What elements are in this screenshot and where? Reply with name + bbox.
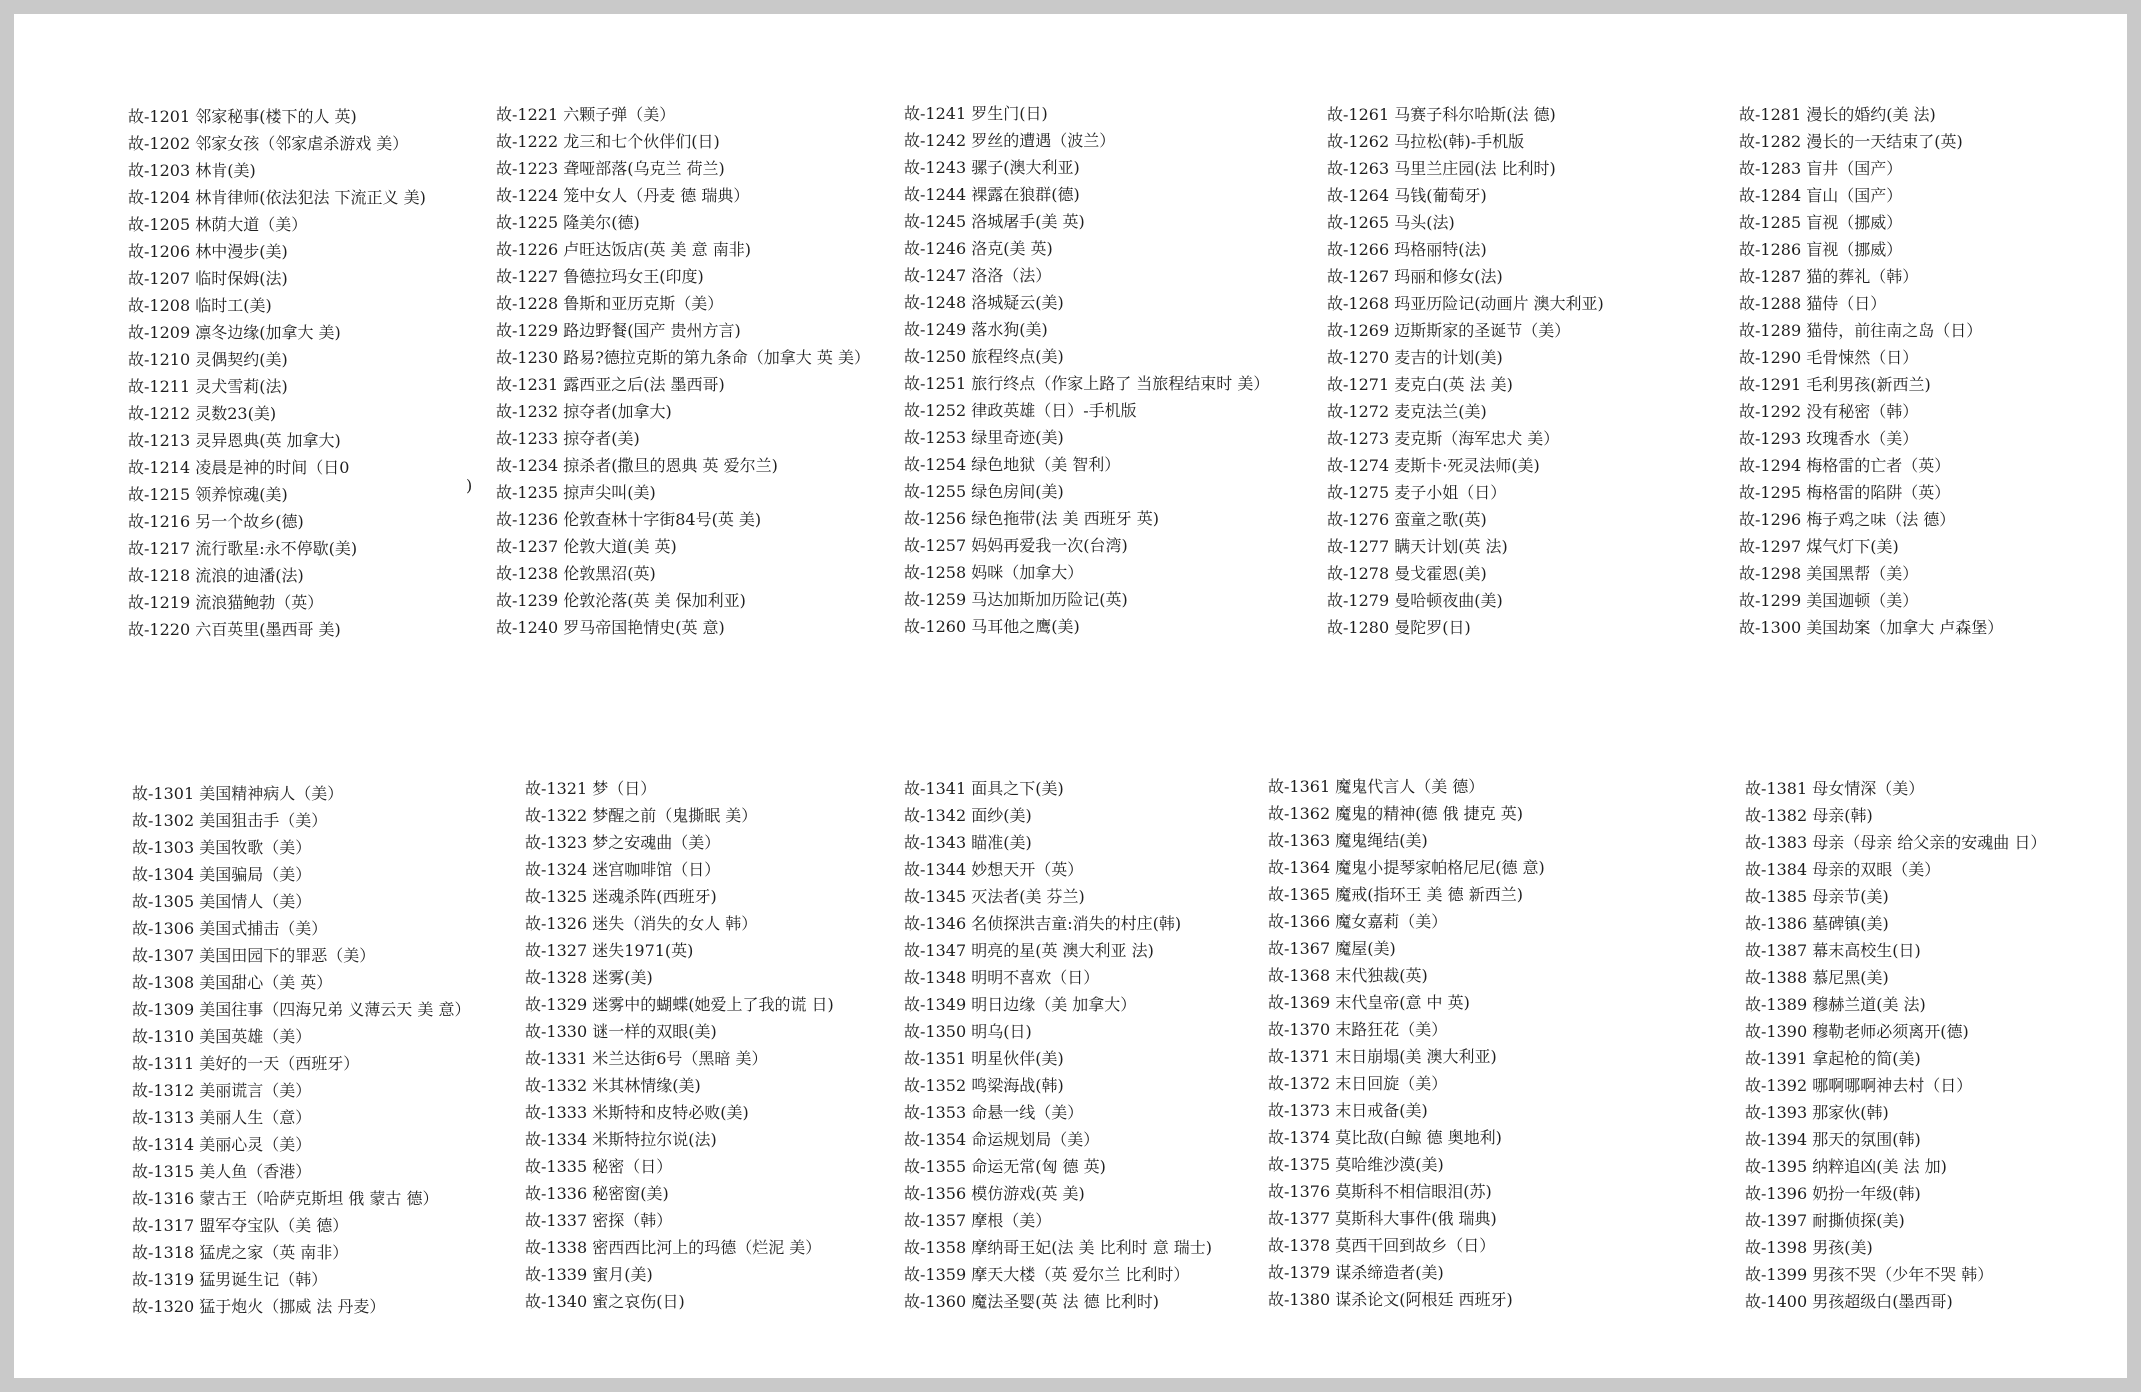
list-item: 故-1278 曼戈霍恩(美) <box>1327 564 1487 583</box>
list-item: 故-1210 灵偶契约(美) <box>128 350 288 369</box>
list-item: 故-1251 旅行终点（作家上路了 当旅程结束时 美） <box>904 374 1270 393</box>
list-item: 故-1396 奶扮一年级(韩) <box>1745 1184 1921 1203</box>
list-item: 故-1258 妈咪（加拿大） <box>904 563 1084 582</box>
catalog-sheet <box>14 14 2127 1378</box>
list-item: 故-1361 魔鬼代言人（美 德） <box>1268 777 1485 796</box>
list-item: 故-1211 灵犬雪莉(法) <box>128 377 288 396</box>
list-item: 故-1232 掠夺者(加拿大) <box>496 402 672 421</box>
list-item: 故-1376 莫斯科不相信眼泪(苏) <box>1268 1182 1492 1201</box>
list-item: 故-1385 母亲节(美) <box>1745 887 1889 906</box>
list-item: 故-1311 美好的一天（西班牙） <box>132 1054 360 1073</box>
list-item: 故-1322 梦醒之前（鬼撕眠 美） <box>525 806 758 825</box>
list-item: 故-1213 灵异恩典(英 加拿大) <box>128 431 341 450</box>
list-item: 故-1249 落水狗(美) <box>904 320 1048 339</box>
list-item: 故-1236 伦敦查林十字街84号(英 美) <box>496 510 762 529</box>
list-item: 故-1366 魔女嘉莉（美） <box>1268 912 1448 931</box>
list-item: 故-1224 笼中女人（丹麦 德 瑞典） <box>496 186 750 205</box>
list-item: 故-1239 伦敦沦落(英 美 保加利亚) <box>496 591 746 610</box>
list-item: 故-1301 美国精神病人（美） <box>132 784 344 803</box>
list-item: 故-1346 名侦探洪吉童:消失的村庄(韩) <box>904 914 1182 933</box>
list-item: 故-1314 美丽心灵（美） <box>132 1135 312 1154</box>
list-item: 故-1354 命运规划局（美） <box>904 1130 1100 1149</box>
list-item: 故-1208 临时工(美) <box>128 296 272 315</box>
list-item: 故-1353 命悬一线（美） <box>904 1103 1084 1122</box>
list-item: 故-1379 谋杀缔造者(美) <box>1268 1263 1444 1282</box>
list-item: 故-1295 梅格雷的陷阱（英） <box>1739 483 1951 502</box>
list-item: 故-1328 迷雾(美) <box>525 968 653 987</box>
list-item: 故-1218 流浪的迪潘(法) <box>128 566 304 585</box>
list-item: 故-1220 六百英里(墨西哥 美) <box>128 620 341 639</box>
list-item: 故-1229 路边野餐(国产 贵州方言) <box>496 321 741 340</box>
list-item: 故-1271 麦克白(英 法 美) <box>1327 375 1513 394</box>
list-item: 故-1288 猫侍（日） <box>1739 294 1887 313</box>
list-item: 故-1306 美国式捕击（美） <box>132 919 328 938</box>
list-item: 故-1245 洛城屠手(美 英) <box>904 212 1085 231</box>
list-item: 故-1290 毛骨悚然（日） <box>1739 348 1919 367</box>
list-item: 故-1206 林中漫步(美) <box>128 242 288 261</box>
list-item: 故-1209 凛冬边缘(加拿大 美) <box>128 323 341 342</box>
list-item: 故-1291 毛利男孩(新西兰) <box>1739 375 1931 394</box>
list-item: 故-1340 蜜之哀伤(日) <box>525 1292 685 1311</box>
list-column <box>1327 101 1604 641</box>
list-item: 故-1386 墓碑镇(美) <box>1745 914 1889 933</box>
list-item: 故-1381 母女情深（美） <box>1745 779 1925 798</box>
list-item: 故-1356 模仿游戏(英 美) <box>904 1184 1085 1203</box>
list-item: 故-1257 妈妈再爱我一次(台湾) <box>904 536 1128 555</box>
list-item: 故-1266 玛格丽特(法) <box>1327 240 1487 259</box>
list-item: 故-1240 罗马帝国艳情史(英 意) <box>496 618 725 637</box>
list-item: 故-1303 美国牧歌（美） <box>132 838 312 857</box>
list-item: 故-1285 盲视（挪威） <box>1739 213 1903 232</box>
list-item: 故-1233 掠夺者(美) <box>496 429 640 448</box>
list-item: 故-1332 米其林情缘(美) <box>525 1076 701 1095</box>
list-item: 故-1219 流浪猫鲍勃（英） <box>128 593 324 612</box>
list-item: 故-1264 马钱(葡萄牙) <box>1327 186 1487 205</box>
list-item: 故-1289 猫侍，前往南之岛（日） <box>1739 321 1983 340</box>
list-item: 故-1292 没有秘密（韩） <box>1739 402 1919 421</box>
list-item: 故-1374 莫比敌(白鲸 德 奥地利) <box>1268 1128 1502 1147</box>
list-item: 故-1304 美国骗局（美） <box>132 865 312 884</box>
list-item: 故-1205 林荫大道（美） <box>128 215 308 234</box>
list-item: 故-1327 迷失1971(英) <box>525 941 694 960</box>
list-item: 故-1256 绿色拖带(法 美 西班牙 英) <box>904 509 1159 528</box>
list-item: 故-1377 莫斯科大事件(俄 瑞典) <box>1268 1209 1497 1228</box>
list-item: 故-1246 洛克(美 英) <box>904 239 1053 258</box>
list-item: 故-1294 梅格雷的亡者（英） <box>1739 456 1951 475</box>
list-item: 故-1280 曼陀罗(日) <box>1327 618 1471 637</box>
list-item: 故-1358 摩纳哥王妃(法 美 比利时 意 瑞士) <box>904 1238 1213 1257</box>
list-item: 故-1351 明星伙伴(美) <box>904 1049 1064 1068</box>
list-item: 故-1227 鲁德拉玛女王(印度) <box>496 267 704 286</box>
list-column <box>1268 773 1545 1313</box>
list-column <box>132 780 470 1320</box>
list-item: 故-1310 美国英雄（美） <box>132 1027 312 1046</box>
list-item: 故-1319 猛男诞生记（韩） <box>132 1270 328 1289</box>
list-item: 故-1299 美国迦顿（美） <box>1739 591 1919 610</box>
list-column <box>904 100 1269 640</box>
list-item: 故-1268 玛亚历险记(动画片 澳大利亚) <box>1327 294 1604 313</box>
list-item: 故-1212 灵数23(美) <box>128 404 277 423</box>
list-item: 故-1395 纳粹追凶(美 法 加) <box>1745 1157 1947 1176</box>
list-item: 故-1214 凌晨是神的时间（日0 <box>128 458 350 477</box>
list-item: 故-1296 梅子鸡之味（法 德） <box>1739 510 1956 529</box>
list-item: 故-1201 邻家秘事(楼下的人 英) <box>128 107 357 126</box>
list-item: 故-1307 美国田园下的罪恶（美） <box>132 946 376 965</box>
list-item: 故-1338 密西西比河上的玛德（烂泥 美） <box>525 1238 822 1257</box>
list-item: 故-1309 美国往事（四海兄弟 义薄云天 美 意） <box>132 1000 471 1019</box>
stray-mark: ) <box>466 476 473 495</box>
list-column <box>1739 101 2003 641</box>
list-item: 故-1234 掠杀者(撒旦的恩典 英 爱尔兰) <box>496 456 778 475</box>
list-item: 故-1348 明明不喜欢（日） <box>904 968 1100 987</box>
list-item: 故-1223 聋哑部落(乌克兰 荷兰) <box>496 159 725 178</box>
list-item: 故-1400 男孩超级白(墨西哥) <box>1745 1292 1953 1311</box>
list-item: 故-1371 末日崩塌(美 澳大利亚) <box>1268 1047 1497 1066</box>
list-item: 故-1260 马耳他之鹰(美) <box>904 617 1080 636</box>
list-item: 故-1269 迈斯斯家的圣诞节（美） <box>1327 321 1571 340</box>
list-item: 故-1399 男孩不哭（少年不哭 韩） <box>1745 1265 1994 1284</box>
list-item: 故-1300 美国劫案（加拿大 卢森堡） <box>1739 618 2004 637</box>
list-item: 故-1202 邻家女孩（邻家虐杀游戏 美） <box>128 134 409 153</box>
list-item: 故-1302 美国狙击手（美） <box>132 811 328 830</box>
list-item: 故-1313 美丽人生（意） <box>132 1108 312 1127</box>
list-item: 故-1287 猫的葬礼（韩） <box>1739 267 1919 286</box>
list-item: 故-1293 玫瑰香水（美） <box>1739 429 1919 448</box>
list-item: 故-1321 梦（日） <box>525 779 657 798</box>
list-item: 故-1265 马头(法) <box>1327 213 1455 232</box>
list-item: 故-1305 美国情人（美） <box>132 892 312 911</box>
list-item: 故-1347 明亮的星(英 澳大利亚 法) <box>904 941 1154 960</box>
list-item: 故-1390 穆勒老师必须离开(德) <box>1745 1022 1969 1041</box>
list-item: 故-1272 麦克法兰(美) <box>1327 402 1487 421</box>
list-item: 故-1331 米兰达街6号（黑暗 美） <box>525 1049 768 1068</box>
list-item: 故-1329 迷雾中的蝴蝶(她爱上了我的谎 日) <box>525 995 834 1014</box>
list-item: 故-1320 猛于炮火（挪威 法 丹麦） <box>132 1297 386 1316</box>
list-item: 故-1341 面具之下(美) <box>904 779 1064 798</box>
list-item: 故-1253 绿里奇迹(美) <box>904 428 1064 447</box>
list-item: 故-1261 马赛子科尔哈斯(法 德) <box>1327 105 1556 124</box>
list-item: 故-1343 瞄准(美) <box>904 833 1032 852</box>
list-item: 故-1255 绿色房间(美) <box>904 482 1064 501</box>
list-item: 故-1274 麦斯卡·死灵法师(美) <box>1327 456 1540 475</box>
list-item: 故-1345 灭法者(美 芬兰) <box>904 887 1085 906</box>
list-item: 故-1372 末日回旋（美） <box>1268 1074 1448 1093</box>
list-item: 故-1262 马拉松(韩)-手机版 <box>1327 132 1525 151</box>
list-item: 故-1276 蛮童之歌(英) <box>1327 510 1487 529</box>
list-item: 故-1263 马里兰庄园(法 比利时) <box>1327 159 1556 178</box>
list-item: 故-1357 摩根（美） <box>904 1211 1052 1230</box>
list-item: 故-1248 洛城疑云(美) <box>904 293 1064 312</box>
list-item: 故-1204 林肯律师(依法犯法 下流正义 美) <box>128 188 426 207</box>
list-item: 故-1254 绿色地狱（美 智利） <box>904 455 1121 474</box>
list-item: 故-1207 临时保姆(法) <box>128 269 288 288</box>
list-item: 故-1387 幕末高校生(日) <box>1745 941 1921 960</box>
list-item: 故-1252 律政英雄（日）-手机版 <box>904 401 1137 420</box>
list-item: 故-1398 男孩(美) <box>1745 1238 1873 1257</box>
list-item: 故-1363 魔鬼绳结(美) <box>1268 831 1428 850</box>
list-item: 故-1312 美丽谎言（美） <box>132 1081 312 1100</box>
list-item: 故-1297 煤气灯下(美) <box>1739 537 1899 556</box>
list-item: 故-1242 罗丝的遭遇（波兰） <box>904 131 1116 150</box>
list-item: 故-1273 麦克斯（海军忠犬 美） <box>1327 429 1560 448</box>
list-item: 故-1247 洛洛（法） <box>904 266 1052 285</box>
list-item: 故-1388 慕尼黑(美) <box>1745 968 1889 987</box>
list-item: 故-1330 谜一样的双眼(美) <box>525 1022 717 1041</box>
list-item: 故-1384 母亲的双眼（美） <box>1745 860 1941 879</box>
list-item: 故-1392 哪啊哪啊神去村（日） <box>1745 1076 1973 1095</box>
list-item: 故-1221 六颗子弹（美） <box>496 105 676 124</box>
list-item: 故-1368 末代独裁(英) <box>1268 966 1428 985</box>
list-item: 故-1279 曼哈顿夜曲(美) <box>1327 591 1503 610</box>
list-item: 故-1333 米斯特和皮特必败(美) <box>525 1103 749 1122</box>
list-item: 故-1203 林肯(美) <box>128 161 256 180</box>
list-item: 故-1344 妙想天开（英） <box>904 860 1084 879</box>
list-item: 故-1369 末代皇帝(意 中 英) <box>1268 993 1470 1012</box>
list-item: 故-1317 盟军夺宝队（美 德） <box>132 1216 349 1235</box>
list-item: 故-1275 麦子小姐（日） <box>1327 483 1507 502</box>
list-item: 故-1365 魔戒(指环王 美 德 新西兰) <box>1268 885 1523 904</box>
list-item: 故-1370 末路狂花（美） <box>1268 1020 1448 1039</box>
list-item: 故-1283 盲井（国产） <box>1739 159 1903 178</box>
list-item: 故-1342 面纱(美) <box>904 806 1032 825</box>
list-item: 故-1393 那家伙(韩) <box>1745 1103 1889 1122</box>
list-item: 故-1350 明乌(日) <box>904 1022 1032 1041</box>
list-column <box>904 775 1212 1315</box>
list-item: 故-1389 穆赫兰道(美 法) <box>1745 995 1926 1014</box>
list-item: 故-1228 鲁斯和亚历克斯（美） <box>496 294 724 313</box>
list-item: 故-1243 骡子(澳大利亚) <box>904 158 1080 177</box>
list-item: 故-1244 裸露在狼群(德) <box>904 185 1080 204</box>
list-item: 故-1355 命运无常(匈 德 英) <box>904 1157 1106 1176</box>
list-item: 故-1316 蒙古王（哈萨克斯坦 俄 蒙古 德） <box>132 1189 439 1208</box>
list-item: 故-1326 迷失（消失的女人 韩） <box>525 914 758 933</box>
list-item: 故-1286 盲视（挪威） <box>1739 240 1903 259</box>
list-item: 故-1334 米斯特拉尔说(法) <box>525 1130 717 1149</box>
list-item: 故-1216 另一个故乡(德) <box>128 512 304 531</box>
list-item: 故-1282 漫长的一天结束了(英) <box>1739 132 1963 151</box>
list-item: 故-1352 鸣梁海战(韩) <box>904 1076 1064 1095</box>
list-item: 故-1375 莫哈维沙漠(美) <box>1268 1155 1444 1174</box>
list-item: 故-1259 马达加斯加历险记(英) <box>904 590 1128 609</box>
list-column <box>128 103 426 643</box>
list-item: 故-1325 迷魂杀阵(西班牙) <box>525 887 717 906</box>
list-item: 故-1335 秘密（日） <box>525 1157 673 1176</box>
list-item: 故-1380 谋杀论文(阿根廷 西班牙) <box>1268 1290 1513 1309</box>
list-item: 故-1382 母亲(韩) <box>1745 806 1873 825</box>
list-item: 故-1336 秘密窗(美) <box>525 1184 669 1203</box>
list-item: 故-1267 玛丽和修女(法) <box>1327 267 1503 286</box>
list-item: 故-1237 伦敦大道(美 英) <box>496 537 677 556</box>
list-column <box>1745 775 2046 1315</box>
list-item: 故-1391 拿起枪的简(美) <box>1745 1049 1921 1068</box>
list-item: 故-1349 明日边缘（美 加拿大） <box>904 995 1137 1014</box>
list-item: 故-1281 漫长的婚约(美 法) <box>1739 105 1936 124</box>
list-item: 故-1373 末日戒备(美) <box>1268 1101 1428 1120</box>
list-item: 故-1394 那天的氛围(韩) <box>1745 1130 1921 1149</box>
list-item: 故-1235 掠声尖叫(美) <box>496 483 656 502</box>
list-item: 故-1318 猛虎之家（英 南非） <box>132 1243 349 1262</box>
list-item: 故-1298 美国黑帮（美） <box>1739 564 1919 583</box>
list-item: 故-1337 密探（韩） <box>525 1211 673 1230</box>
list-item: 故-1284 盲山（国产） <box>1739 186 1903 205</box>
list-item: 故-1230 路易?德拉克斯的第九条命（加拿大 英 美） <box>496 348 870 367</box>
list-item: 故-1217 流行歌星:永不停歇(美) <box>128 539 358 558</box>
list-column <box>496 101 870 641</box>
list-item: 故-1362 魔鬼的精神(德 俄 捷克 英) <box>1268 804 1523 823</box>
list-item: 故-1383 母亲（母亲 给父亲的安魂曲 日） <box>1745 833 2047 852</box>
list-item: 故-1360 魔法圣婴(英 法 德 比利时) <box>904 1292 1159 1311</box>
list-item: 故-1364 魔鬼小提琴家帕格尼尼(德 意) <box>1268 858 1545 877</box>
list-item: 故-1270 麦吉的计划(美) <box>1327 348 1503 367</box>
list-item: 故-1324 迷宫咖啡馆（日） <box>525 860 721 879</box>
list-item: 故-1367 魔屋(美) <box>1268 939 1396 958</box>
list-item: 故-1315 美人鱼（香港） <box>132 1162 312 1181</box>
list-item: 故-1359 摩天大楼（英 爱尔兰 比利时） <box>904 1265 1190 1284</box>
list-item: 故-1226 卢旺达饭店(英 美 意 南非) <box>496 240 751 259</box>
list-item: 故-1241 罗生门(日) <box>904 104 1048 123</box>
list-item: 故-1231 露西亚之后(法 墨西哥) <box>496 375 725 394</box>
list-item: 故-1397 耐撕侦探(美) <box>1745 1211 1905 1230</box>
list-item: 故-1308 美国甜心（美 英） <box>132 973 333 992</box>
list-item: 故-1238 伦敦黑沼(英) <box>496 564 656 583</box>
list-item: 故-1222 龙三和七个伙伴们(日) <box>496 132 720 151</box>
list-item: 故-1250 旅程终点(美) <box>904 347 1064 366</box>
list-item: 故-1323 梦之安魂曲（美） <box>525 833 721 852</box>
list-item: 故-1215 领养惊魂(美) <box>128 485 288 504</box>
list-item: 故-1225 隆美尔(德) <box>496 213 640 232</box>
list-item: 故-1378 莫西干回到故乡（日） <box>1268 1236 1496 1255</box>
list-item: 故-1277 瞒天计划(英 法) <box>1327 537 1508 556</box>
list-column <box>525 775 834 1315</box>
list-item: 故-1339 蜜月(美) <box>525 1265 653 1284</box>
